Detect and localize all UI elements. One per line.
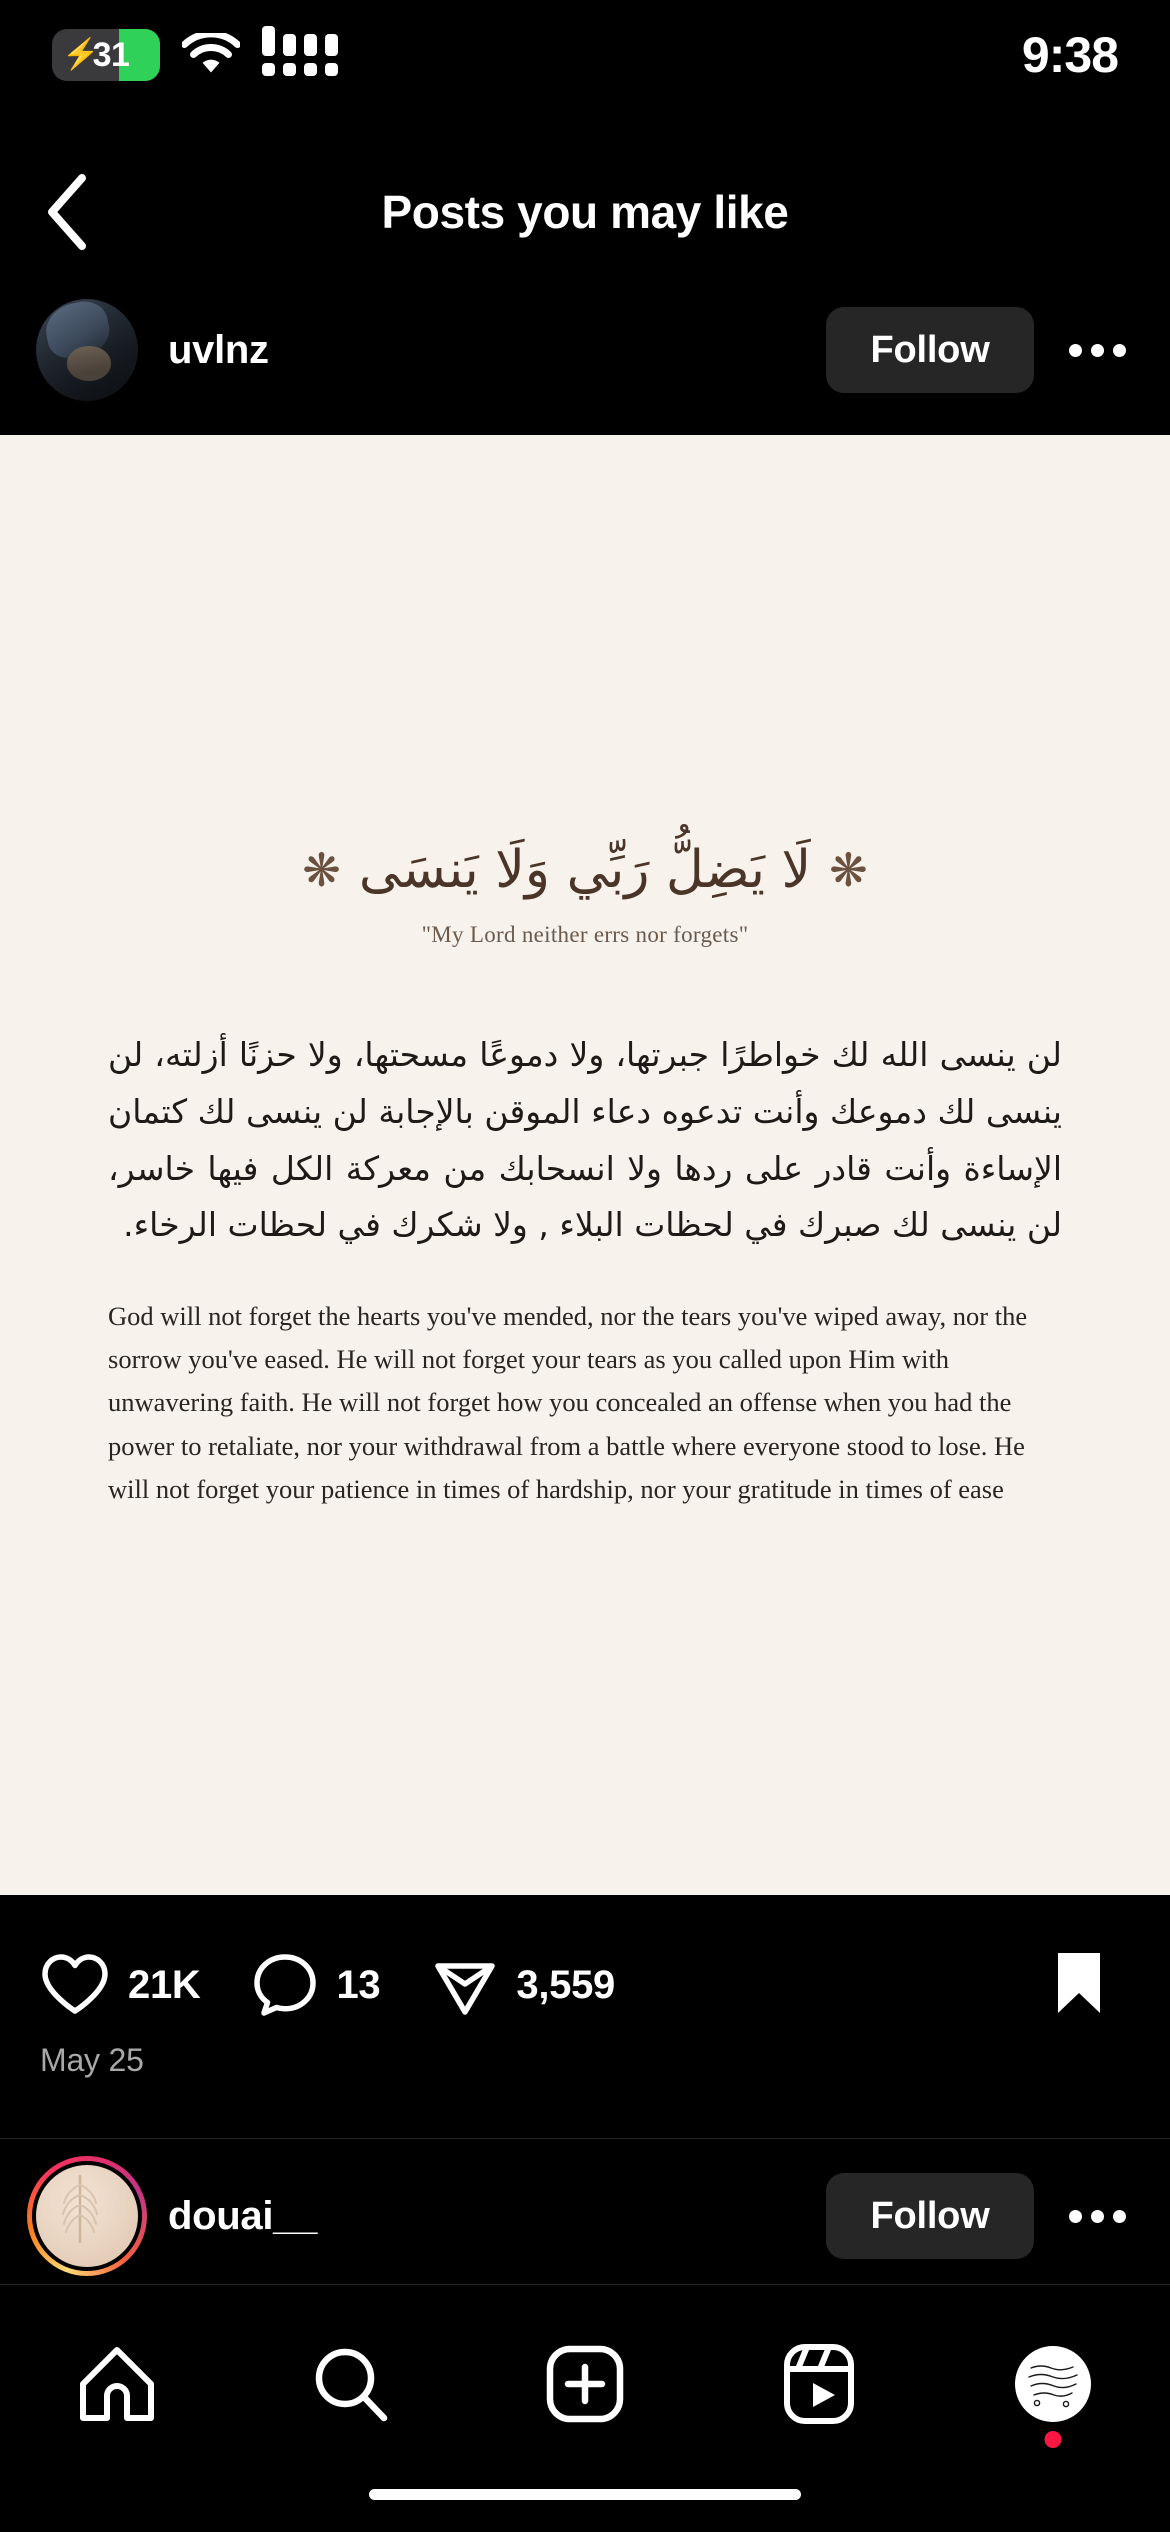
- ornament-left-icon: ❋: [302, 844, 341, 896]
- calligraphy-text: لَا يَضِلُّ رَبِّي وَلَا يَنسَى: [358, 840, 812, 900]
- status-bar-clock: 9:38: [1021, 27, 1118, 83]
- tab-profile[interactable]: [978, 2324, 1128, 2444]
- follow-button-suggested[interactable]: Follow: [826, 2173, 1034, 2259]
- more-options-icon: [1069, 2210, 1082, 2223]
- suggested-account-username[interactable]: douai__: [168, 2193, 318, 2238]
- like-count: 21K: [128, 1962, 201, 2007]
- suggested-account-avatar[interactable]: [36, 2165, 138, 2267]
- comment-count: 13: [336, 1962, 381, 2007]
- more-options-icon: [1091, 344, 1104, 357]
- arabic-body-text: لن ينسى الله لك خواطرًا جبرتها، ولا دموعًا مسحتها، ولا حزنًا أزلته، لن ينسى لك دموعك وأنت تدعوه دعاء الموقن بالإجابة لن ينسى لك كتمان الإساءة وأنت قادر على ردها ولا انسحابك من معركة الكل فيها خاسر، لن ينسى لك صبرك في لحظات البلاء , ولا شكرك في لحظات الرخاء.: [108, 1035, 1062, 1245]
- battery-indicator: [52, 29, 160, 81]
- calligraphy-subtitle: "My Lord neither errs nor forgets": [421, 922, 749, 947]
- story-ring: [27, 2156, 147, 2276]
- notification-badge: [1045, 2431, 1062, 2448]
- home-icon: [75, 2344, 159, 2424]
- arabic-calligraphy: [0, 840, 1170, 900]
- more-options-icon: [1069, 344, 1082, 357]
- avatar: [36, 299, 138, 401]
- comment-icon: [252, 1952, 318, 2018]
- nav-header: [0, 152, 1170, 272]
- post-date: May 25: [40, 2042, 144, 2078]
- post-author-row: [0, 290, 1170, 410]
- home-indicator[interactable]: [369, 2489, 801, 2500]
- bookmark-icon: [1052, 1949, 1106, 2017]
- status-bar: [0, 0, 1170, 110]
- avatar: [36, 2165, 138, 2267]
- more-options-button-suggested[interactable]: [1060, 2173, 1134, 2259]
- more-options-icon: [1091, 2210, 1104, 2223]
- search-icon: [311, 2344, 391, 2424]
- divider: [0, 2284, 1170, 2285]
- battery-percent-label: 31: [92, 35, 130, 74]
- tab-reels[interactable]: [744, 2324, 894, 2444]
- like-action[interactable]: [40, 1953, 200, 2017]
- heart-icon: [40, 1953, 110, 2017]
- more-options-button-author[interactable]: [1060, 307, 1134, 393]
- status-bar-left: [52, 29, 338, 81]
- share-count: 3,559: [516, 1962, 615, 2007]
- suggested-account-row: [0, 2156, 1170, 2276]
- follow-button-author[interactable]: Follow: [826, 307, 1034, 393]
- comment-action[interactable]: [252, 1952, 380, 2018]
- reels-icon: [783, 2343, 855, 2425]
- share-icon: [432, 1952, 498, 2018]
- tab-create[interactable]: [510, 2324, 660, 2444]
- story-ring-inner: [32, 2161, 142, 2271]
- more-options-icon: [1113, 2210, 1126, 2223]
- post-author-username[interactable]: uvlnz: [168, 327, 269, 372]
- ornament-right-icon: ❋: [829, 844, 868, 896]
- save-action[interactable]: [1052, 1949, 1106, 2022]
- post-author-avatar[interactable]: [36, 299, 138, 401]
- profile-avatar-icon: [1015, 2346, 1091, 2422]
- charging-bolt-icon: ⚡: [62, 38, 100, 71]
- tab-home[interactable]: [42, 2324, 192, 2444]
- tab-search[interactable]: [276, 2324, 426, 2444]
- english-body-text: God will not forget the hearts you've mended, nor the tears you've wiped away, nor the sorrow you've eased. He will not forget your tears as you called upon Him with unwavering faith. He will not forget how you concealed an offense when you had the power to retaliate, nor your withdrawal from a battle where everyone stood to lose. He will not forget your patience in times of hardship, nor your gratitude in times of ease: [108, 1301, 1028, 1504]
- share-action[interactable]: [432, 1952, 615, 2018]
- divider: [0, 2138, 1170, 2139]
- plus-square-icon: [545, 2344, 625, 2424]
- wifi-icon: [182, 33, 240, 77]
- signal-dots-icon: [262, 34, 338, 76]
- page-title: Posts you may like: [381, 186, 789, 238]
- tab-bar: [0, 2300, 1170, 2470]
- calligraphy-block: [0, 840, 1170, 948]
- post-image[interactable]: [0, 435, 1170, 1895]
- more-options-icon: [1113, 344, 1126, 357]
- engagement-bar: [0, 1930, 1170, 2040]
